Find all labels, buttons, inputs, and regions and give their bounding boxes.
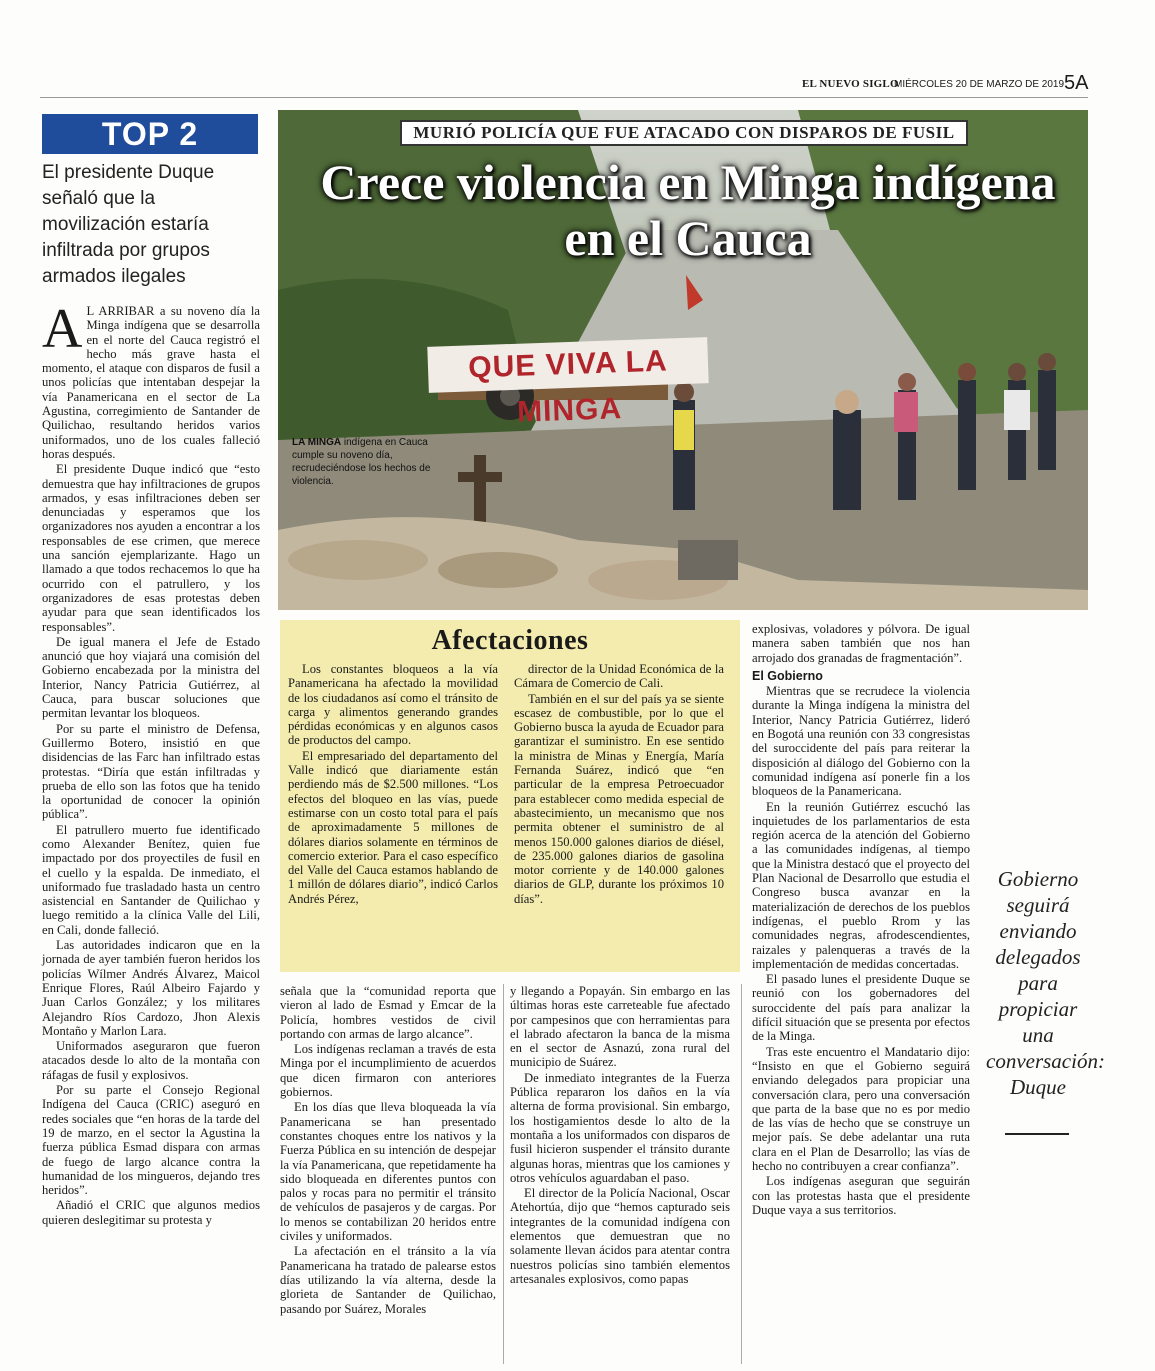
paragraph: Los indígenas reclaman a través de esta Minga por el incumplimiento de acuerdos que dicen firmaron con anteriores gobiernos. (280, 1042, 496, 1100)
paragraph: Mientras que se recrudece la violencia durante la Minga indígena la ministra del Interior, Nancy Patricia Gutiérrez, lideró en Bogotá una reunión con 33 congresistas del suroccidente del país para reiterar la disposición al diálogo del Gobierno con la comunidad indígena así ponerle fin a los bloqueos de la Panamericana. (752, 684, 970, 799)
lead-photo (278, 110, 1088, 610)
kicker: MURIÓ POLICÍA QUE FUE ATACADO CON DISPAROS DE FUSIL (400, 120, 968, 146)
column-divider (503, 984, 504, 1364)
section-heading: El Gobierno (752, 668, 823, 683)
paragraph: En la reunión Gutiérrez escuchó las inquietudes de los parlamentarios de esta región acerca de la atención del Gobierno a las comunidades indígenas, al tiempo que la Ministra destacó que el proyecto del Plan Nacional de Desarrollo que estudia el Congreso busca avanzar en la materialización de derechos de los pueblos indígenas, el pueblo Rrom y las comunidades negras, afrodescendientes, raizales y palenqueras a través de la implementación de medidas concertadas. (752, 799, 970, 971)
article-column-3 (280, 984, 496, 1317)
header-rule (40, 97, 1088, 98)
page-header (790, 72, 1090, 96)
paragraph: Los indígenas aseguran que seguirán con las protestas hasta que el presidente Duque vaya a sus territorios. (752, 1174, 970, 1217)
paragraph: El pasado lunes el presidente Duque se reunió con los gobernadores del suroccidente del país para analizar la difícil situación que se presenta por efectos de la Minga. (752, 972, 970, 1044)
headline: Crece violencia en Minga indígena en el Cauca (320, 154, 1056, 266)
paragraph: La afectación en el tránsito a la vía Panamericana ha tratado de palearse estos días utilizando la vía alterna, desde la glorieta de Santander de Quilichao, pasando por Suárez, Morales (280, 1244, 496, 1316)
pull-quote: Gobierno seguirá enviando delegados para propiciar una conversación: Duque (986, 867, 1105, 1099)
caption-lead: LA MINGA (292, 437, 342, 448)
masthead: EL NUEVO SIGLO (802, 78, 899, 90)
paragraph: El empresariado del departamento del Valle indicó que diariamente están perdiendo más de $2.500 millones. “Los efectos del bloqueo en las vías, puede estimarse con un costo total para el país de aproximadamente 5 millones de dólares diarios solamente en términos de comercio exterior. Para el caso específico del Valle del Cauca estamos hablando de 1 millón de dólares diario”, indicó Carlos Andrés Pérez, (288, 748, 498, 906)
column-divider (741, 984, 742, 1364)
paragraph: El director de la Policía Nacional, Oscar Atehortúa, dijo que “hemos capturado seis integrantes de la comunidad indígena con elementos que demuestran que no solamente llevan ácidos para atentar contra nuestros policías sino también elementos artesanales explosivos, como papas (510, 1186, 730, 1286)
caption-text: indígena en Cauca cumple su noveno día, recrudeciéndose los hechos de violencia. (292, 437, 431, 487)
box-column-2 (514, 662, 724, 907)
paragraph: El patrullero muerto fue identificado como Alexander Benítez, quien fue impactado por dos proyectiles de fusil en el cuello y la espalda. De inmediato, el uniformado fue trasladado hasta un centro asistencial en Santander de Quilichao y luego remitido a la clínica Valle del Lili, en Cali, donde falleció. (42, 822, 260, 937)
lead-text: L ARRIBAR a su noveno día la Minga indígena que se desarrolla en el norte del Cauca registró el hecho más grave hasta el momento, el ataque con disparos de fusil a unos policías que intentaban despejar la vía Panamericana en el sector de La Agustina, corregimiento de Santander de Quilichao, resultando heridos varios uniformados, uno de los cuales falleció horas después. (42, 304, 260, 461)
dropcap: A (42, 298, 83, 360)
paragraph: y llegando a Popayán. Sin embargo en las últimas horas este carreteable fue afectado por campesinos que con herramientas para el labrado afectaron la banca de la misma en el sector de Asnazú, zona rural del municipio de Suárez. (510, 984, 730, 1070)
issue-date: MIÉRCOLES 20 DE MARZO DE 2019 (894, 79, 1065, 90)
box-column-1 (288, 662, 498, 907)
paragraph: director de la Unidad Económica de la Cámara de Comercio de Cali. (514, 662, 724, 691)
subheadline: El presidente Duque señaló que la movilización estaría infiltrada por grupos armados ilegales (42, 162, 215, 287)
lead-paragraph (42, 298, 260, 461)
paragraph: También en el sur del país ya se siente escasez de combustible, por lo que el Gobierno busca la ayuda de Ecuador para garantizar el suministro. En ese sentido la ministra de Minas y Energía, María Fernanda Suárez, indicó que “en particular de la empresa Petroecuador para establecer como medida especial de abastecimiento, un mecanismo que nos permita obtener el suministro de al menos 150.000 galones diarios de diésel, de 235.000 galones diarios de gasolina motor corriente y de 140.000 galones diarios de GLP, durante los próximos 10 días”. (514, 691, 724, 906)
paragraph: En los días que lleva bloqueada la vía Panamericana se han presentado constantes choques entre los nativos y la Fuerza Pública en su intención de despejar la vía Panamericana, que repetidamente ha sido bloqueada en diferentes puntos con palos y rocas para no permitir el tránsito de vehículos de pasajeros y de cargas. Por lo menos se contabilizan 20 heridos entre civiles y uniformados. (280, 1100, 496, 1244)
article-column-1 (42, 298, 260, 1228)
photo-caption (292, 436, 442, 488)
box-title: Afectaciones (431, 625, 589, 656)
paragraph: Por su parte el ministro de Defensa, Guillermo Botero, insistió en que disidencias de las Farc han infiltrado estas protestas. “Diría que están infiltradas y prueba de ello son las fotos que ha tenido la oportunidad de conocer la opinión pública”. (42, 721, 260, 822)
pull-quote-rule (1005, 1133, 1069, 1135)
paragraph: Las autoridades indicaron que en la jornada de ayer también fueron heridos los policías Wílmer Andrés Álvarez, Maicol Enrique Flores, Raúl Albeiro Fajardo y Juan Carlos González; y los militares Alejandro Ríos Cardozo, Jhon Alexis Montaño y Marlon Lara. (42, 938, 260, 1038)
page-number: 5A (1064, 72, 1089, 94)
paragraph: De inmediato integrantes de la Fuerza Pública repararon los daños en la vía alterna de forma provisional. Sin embargo, los hostigamientos desde lo alto de la montaña a los uniformados con disparos de fusil hicieron suspender el tránsito durante algunas horas, mientras que los camiones y otros vehículos aguardaban el paso. (510, 1070, 730, 1185)
article-column-5 (752, 622, 970, 1218)
paragraph: Tras este encuentro el Mandatario dijo: “Insisto en que el Gobierno seguirá enviando delegados para propiciar una conversación clara, pero una conversación que parta de la base que no es por medio de las vías de hecho que se construye un mejor país. Se debe adelantar una ruta clara en el Plan de Desarrollo; las vías de hecho no contribuyen a crear confianza”. (752, 1044, 970, 1173)
paragraph: señala que la “comunidad reporta que vieron al lado de Esmad y Emcar de la Policía, hombres vestidos de civil portando con armas de largo alcance”. (280, 984, 496, 1041)
paragraph: Uniformados aseguraron que fueron atacados desde lo alto de la montaña con ráfagas de fusil y explosivos. (42, 1039, 260, 1082)
paragraph: Por su parte el Consejo Regional Indígena del Cauca (CRIC) aseguró en redes sociales que “en horas de la tarde del 19 de marzo, en el sector la Agustina la fuerza pública Esmad dispara con armas de fuego de largo alcance contra la humanidad de los mingueros, dejando tres heridos”. (42, 1083, 260, 1198)
paragraph: De igual manera el Jefe de Estado anunció que hoy viajará una comisión del Gobierno encabezada por la ministra del Interior, Nancy Patricia Gutiérrez, al Cauca, para buscar soluciones que permitan levantar los bloqueos. (42, 634, 260, 721)
paragraph: El presidente Duque indicó que “esto demuestra que hay infiltraciones de grupos armados, y esas infiltraciones deben ser denunciadas y esperamos que los organizadores nos ayuden a encontrar a los responsables de ese crimen, que merece una sanción ejemplarizante. Hago un llamado a que todos rechacemos lo que ha ocurrido con el patrullero, y los organizadores de esas protestas deben ayudar para que sean identificados los responsables”. (42, 462, 260, 634)
protest-banner: QUE VIVA LA MINGA (427, 337, 708, 393)
top2-label: TOP 2 (42, 114, 258, 154)
afectaciones-box (280, 620, 740, 972)
paragraph: explosivas, voladores y pólvora. De igual manera saben también que nos han arrojado dos granadas de fragmentación”. (752, 622, 970, 665)
article-column-4 (510, 984, 730, 1287)
paragraph: Añadió el CRIC que algunos medios quieren deslegitimar su protesta y (42, 1198, 260, 1227)
paragraph: Los constantes bloqueos a la vía Panamericana ha afectado la movilidad de los ciudadanos así como el tránsito de carga y alimentos generando grandes pérdidas económicas y en algunos casos de productos del campo. (288, 662, 498, 748)
